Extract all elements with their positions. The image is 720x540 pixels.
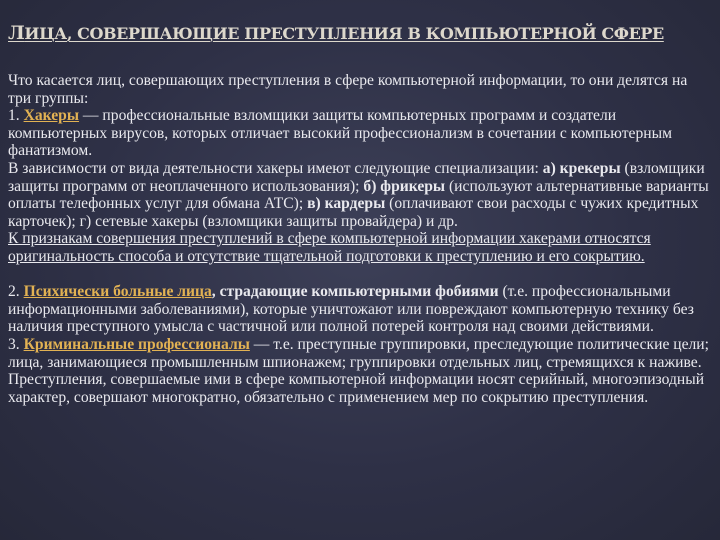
signs-paragraph <box>8 230 711 265</box>
spec-c-text: (оплачивают свои расходы с чужих кредитных карточек); г) сетевые хакеры (взломщики защиты провайдера) и др. <box>8 195 699 230</box>
group-2-number: 2. <box>8 283 24 301</box>
group-2-text: (т.е. профессиональными информационными заболеваниями), которые уничтожают или повреждают компьютерную технику без наличия преступного умысла с частичной или полной потерей контроля над своими действиями. <box>8 283 694 336</box>
signs-text: К признакам совершения преступлений в сфере компьютерной информации хакерами относятся оригинальность способа и отсутствие тщательной подготовки к преступлению и его сокрытию. <box>8 230 651 265</box>
spec-c-term: в) кардеры <box>307 195 386 213</box>
group-1-number: 1. <box>8 107 24 125</box>
title-first-letter: Л <box>8 22 25 44</box>
spec-b-text: (используют альтернативные варианты оплаты телефонных услуг для обмана АТС); <box>8 177 709 213</box>
group-1-paragraph <box>8 107 711 160</box>
specializations-paragraph <box>8 160 711 230</box>
group-2-bold-text: , страдающие компьютерными фобиями <box>211 283 499 301</box>
spec-intro-text: В зависимости от вида деятельности хакеры имеют следующие специализации: <box>8 159 543 177</box>
group-3-text: — т.е. преступные группировки, преследующие политические цели; лица, занимающиеся промышленным шпионажем; группировки отдельных лиц, стремящихся к наживе. Преступления, совершаемые ими в сфере компьютерной информации носят серийный, многоэпизодный характер, совершают многократно, обязательно с применением мер по сокрытию преступления. <box>8 335 709 406</box>
spec-a-text: (взломщики защиты программ от неоплаченного использования); <box>8 159 705 195</box>
intro-text: Что касается лиц, совершающих преступления в сфере компьютерной информации, то они делятся на три группы: <box>8 72 688 107</box>
slide-title <box>8 22 708 52</box>
group-3-number: 3. <box>8 335 24 353</box>
intro-paragraph <box>8 72 711 107</box>
group-3-term-link[interactable]: Криминальные профессионалы <box>23 335 250 353</box>
title-text: ИЦА, СОВЕРШАЮЩИЕ ПРЕСТУПЛЕНИЯ В КОМПЬЮТЕРНОЙ СФЕРЕ <box>24 24 664 43</box>
slide-body <box>8 72 711 522</box>
group-1-term-link[interactable]: Хакеры <box>23 107 80 125</box>
group-3-paragraph <box>8 336 711 406</box>
spec-a-term: а) крекеры <box>542 159 621 177</box>
group-1-text: — профессиональные взломщики защиты компьютерных программ и создатели компьютерных вирусов, которых отличает высокий профессионализм в сочетании с компьютерным фанатизмом. <box>8 107 672 160</box>
group-2-paragraph <box>8 283 711 336</box>
group-2-term-link[interactable]: Психически больные лица <box>23 283 212 301</box>
spec-b-term: б) фрикеры <box>363 177 446 195</box>
paragraph-gap <box>8 266 711 284</box>
